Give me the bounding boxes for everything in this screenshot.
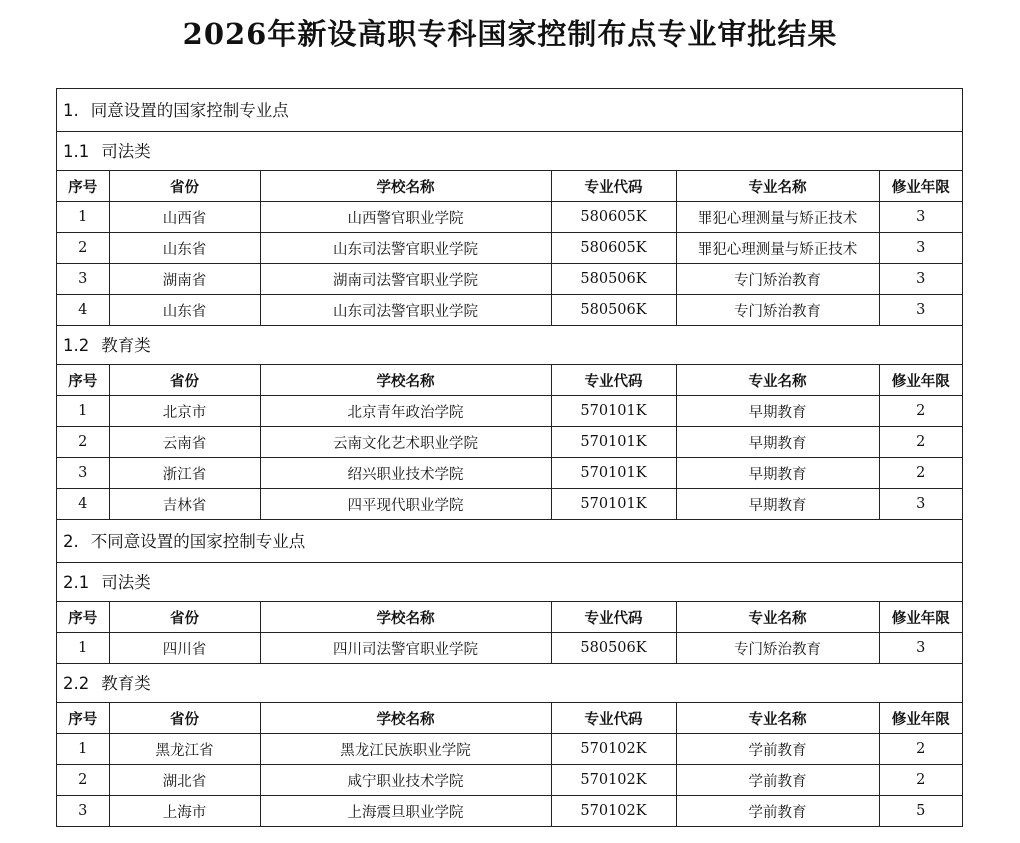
cell-major-name: 早期教育 [676, 458, 879, 489]
column-header-major-code: 专业代码 [551, 602, 676, 633]
cell-major-name: 早期教育 [676, 489, 879, 520]
cell-school-name: 北京青年政治学院 [260, 396, 551, 427]
table-row [57, 734, 962, 765]
column-header-major-name: 专业名称 [676, 703, 879, 734]
cell-school-name: 黑龙江民族职业学院 [260, 734, 551, 765]
cell-study-years: 2 [879, 765, 962, 796]
cell-school-name: 绍兴职业技术学院 [260, 458, 551, 489]
section-heading [57, 520, 962, 563]
column-header-province: 省份 [109, 365, 260, 396]
cell-major-name: 学前教育 [676, 734, 879, 765]
group-label: 教育类 [101, 674, 151, 693]
cell-school-name: 上海震旦职业学院 [260, 796, 551, 827]
table-row [57, 458, 962, 489]
group-label: 司法类 [101, 142, 151, 161]
table-row [57, 633, 962, 664]
cell-major-code: 580506K [551, 633, 676, 664]
table-header-row [57, 171, 962, 202]
cell-seq-number: 4 [57, 295, 109, 326]
cell-major-name: 罪犯心理测量与矫正技术 [676, 233, 879, 264]
cell-major-code: 570102K [551, 765, 676, 796]
cell-province: 浙江省 [109, 458, 260, 489]
column-header-major-name: 专业名称 [676, 602, 879, 633]
table-row [57, 489, 962, 520]
cell-major-name: 早期教育 [676, 396, 879, 427]
cell-province: 山西省 [109, 202, 260, 233]
cell-seq-number: 4 [57, 489, 109, 520]
column-header-province: 省份 [109, 703, 260, 734]
cell-province: 四川省 [109, 633, 260, 664]
cell-province: 北京市 [109, 396, 260, 427]
column-header-seq-number: 序号 [57, 171, 109, 202]
column-header-school-name: 学校名称 [260, 365, 551, 396]
column-header-seq-number: 序号 [57, 703, 109, 734]
cell-major-name: 专门矫治教育 [676, 633, 879, 664]
table-header-row [57, 703, 962, 734]
cell-study-years: 3 [879, 233, 962, 264]
cell-study-years: 5 [879, 796, 962, 827]
column-header-study-years: 修业年限 [879, 703, 962, 734]
cell-province: 云南省 [109, 427, 260, 458]
cell-major-code: 580506K [551, 264, 676, 295]
cell-major-name: 专门矫治教育 [676, 295, 879, 326]
cell-province: 黑龙江省 [109, 734, 260, 765]
table-row [57, 796, 962, 827]
cell-school-name: 山东司法警官职业学院 [260, 295, 551, 326]
column-header-study-years: 修业年限 [879, 365, 962, 396]
column-header-seq-number: 序号 [57, 365, 109, 396]
approval-document [56, 88, 963, 827]
group-heading [57, 132, 962, 171]
table-header-row [57, 365, 962, 396]
cell-study-years: 3 [879, 202, 962, 233]
cell-study-years: 3 [879, 264, 962, 295]
cell-study-years: 2 [879, 427, 962, 458]
cell-major-name: 学前教育 [676, 796, 879, 827]
column-header-school-name: 学校名称 [260, 171, 551, 202]
group-heading [57, 326, 962, 365]
cell-seq-number: 3 [57, 264, 109, 295]
cell-major-name: 罪犯心理测量与矫正技术 [676, 202, 879, 233]
cell-major-code: 570102K [551, 796, 676, 827]
cell-seq-number: 1 [57, 202, 109, 233]
cell-major-code: 570102K [551, 734, 676, 765]
cell-school-name: 四川司法警官职业学院 [260, 633, 551, 664]
table-row [57, 396, 962, 427]
cell-province: 湖南省 [109, 264, 260, 295]
cell-study-years: 3 [879, 489, 962, 520]
cell-study-years: 3 [879, 295, 962, 326]
column-header-major-code: 专业代码 [551, 171, 676, 202]
results-table [57, 703, 962, 827]
results-table [57, 365, 962, 520]
section-number: 2. [63, 532, 79, 551]
column-header-major-name: 专业名称 [676, 365, 879, 396]
cell-seq-number: 2 [57, 233, 109, 264]
cell-major-code: 580506K [551, 295, 676, 326]
cell-province: 上海市 [109, 796, 260, 827]
group-number: 1.1 [63, 142, 90, 161]
column-header-major-name: 专业名称 [676, 171, 879, 202]
cell-study-years: 2 [879, 396, 962, 427]
cell-school-name: 四平现代职业学院 [260, 489, 551, 520]
table-header-row [57, 602, 962, 633]
table-row [57, 202, 962, 233]
cell-seq-number: 3 [57, 458, 109, 489]
column-header-school-name: 学校名称 [260, 602, 551, 633]
cell-seq-number: 2 [57, 765, 109, 796]
table-row [57, 264, 962, 295]
cell-seq-number: 1 [57, 633, 109, 664]
table-row [57, 233, 962, 264]
cell-major-code: 570101K [551, 489, 676, 520]
cell-seq-number: 1 [57, 396, 109, 427]
cell-school-name: 云南文化艺术职业学院 [260, 427, 551, 458]
section-label: 同意设置的国家控制专业点 [90, 101, 289, 120]
cell-major-name: 学前教育 [676, 765, 879, 796]
section-heading [57, 89, 962, 132]
cell-province: 山东省 [109, 295, 260, 326]
cell-major-name: 早期教育 [676, 427, 879, 458]
cell-major-code: 580605K [551, 202, 676, 233]
cell-school-name: 咸宁职业技术学院 [260, 765, 551, 796]
cell-seq-number: 3 [57, 796, 109, 827]
column-header-province: 省份 [109, 602, 260, 633]
cell-study-years: 2 [879, 458, 962, 489]
group-heading [57, 563, 962, 602]
cell-province: 山东省 [109, 233, 260, 264]
cell-province: 吉林省 [109, 489, 260, 520]
cell-major-code: 570101K [551, 396, 676, 427]
cell-school-name: 湖南司法警官职业学院 [260, 264, 551, 295]
cell-major-code: 580605K [551, 233, 676, 264]
cell-study-years: 3 [879, 633, 962, 664]
group-label: 教育类 [101, 336, 151, 355]
column-header-seq-number: 序号 [57, 602, 109, 633]
group-number: 1.2 [63, 336, 90, 355]
cell-province: 湖北省 [109, 765, 260, 796]
group-heading [57, 664, 962, 703]
column-header-study-years: 修业年限 [879, 171, 962, 202]
cell-seq-number: 1 [57, 734, 109, 765]
table-row [57, 427, 962, 458]
section-number: 1. [63, 101, 79, 120]
cell-major-name: 专门矫治教育 [676, 264, 879, 295]
column-header-province: 省份 [109, 171, 260, 202]
column-header-major-code: 专业代码 [551, 365, 676, 396]
group-number: 2.1 [63, 573, 90, 592]
column-header-major-code: 专业代码 [551, 703, 676, 734]
section-label: 不同意设置的国家控制专业点 [90, 532, 306, 551]
results-table [57, 602, 962, 664]
cell-major-code: 570101K [551, 458, 676, 489]
cell-major-code: 570101K [551, 427, 676, 458]
cell-study-years: 2 [879, 734, 962, 765]
cell-school-name: 山东司法警官职业学院 [260, 233, 551, 264]
results-table [57, 171, 962, 326]
cell-school-name: 山西警官职业学院 [260, 202, 551, 233]
table-row [57, 765, 962, 796]
table-row [57, 295, 962, 326]
cell-seq-number: 2 [57, 427, 109, 458]
page-title: 2026年新设高职专科国家控制布点专业审批结果 [182, 17, 838, 51]
column-header-study-years: 修业年限 [879, 602, 962, 633]
column-header-school-name: 学校名称 [260, 703, 551, 734]
group-number: 2.2 [63, 674, 90, 693]
group-label: 司法类 [101, 573, 151, 592]
